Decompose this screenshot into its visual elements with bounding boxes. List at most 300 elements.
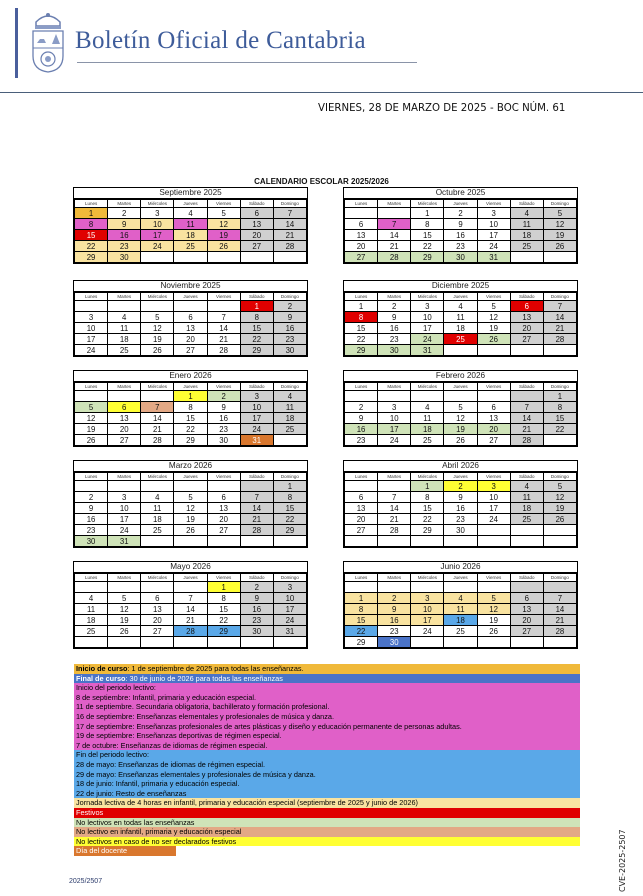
day-cell: 17 <box>75 334 108 345</box>
day-header: Viernes <box>477 473 510 481</box>
day-cell: 22 <box>345 626 378 637</box>
day-cell: 15 <box>75 230 108 241</box>
day-header: Lunes <box>345 293 378 301</box>
empty-cell <box>207 301 240 312</box>
day-cell: 12 <box>477 604 510 615</box>
empty-cell <box>477 637 510 648</box>
day-cell: 9 <box>444 492 477 503</box>
day-cell: 10 <box>273 593 306 604</box>
cve-code: CVE-2025-2507 <box>618 829 627 892</box>
day-cell: 18 <box>510 230 543 241</box>
month-calendar <box>73 460 308 548</box>
day-cell: 22 <box>345 334 378 345</box>
day-header: Miércoles <box>411 383 444 391</box>
day-cell: 4 <box>444 593 477 604</box>
day-cell: 10 <box>411 312 444 323</box>
day-cell: 29 <box>207 626 240 637</box>
day-cell: 2 <box>444 481 477 492</box>
legend-inicio-periodo-lectivo: Inicio del periodo lectivo: 8 de septiembre: Infantil, primaria y educación especial. 11 de septiembre. Secundaria obligatoria, bachillerato y formación profesional. 16 de septiembre: Enseñanzas elementales y profesionales de música y danza. 17 de septiembre: Enseñanzas profesionales de artes plásticas y diseño y educación permanente de personas adultas. 19 de septiembre: Enseñanzas deportivas de régimen especial. 7 de octubre: Enseñanzas de idiomas de régimen especial. <box>74 683 580 750</box>
day-cell: 7 <box>543 301 576 312</box>
empty-cell <box>240 481 273 492</box>
day-cell: 20 <box>240 230 273 241</box>
day-cell: 30 <box>378 637 411 648</box>
day-cell: 12 <box>174 503 207 514</box>
day-cell: 6 <box>477 402 510 413</box>
day-cell: 8 <box>207 593 240 604</box>
day-cell: 23 <box>345 435 378 446</box>
day-cell: 20 <box>141 615 174 626</box>
empty-cell <box>108 582 141 593</box>
empty-cell <box>174 582 207 593</box>
empty-cell <box>75 391 108 402</box>
day-cell: 5 <box>477 301 510 312</box>
day-cell: 6 <box>141 593 174 604</box>
day-cell: 29 <box>240 345 273 356</box>
empty-cell <box>174 637 207 648</box>
empty-cell <box>141 252 174 263</box>
empty-cell <box>141 481 174 492</box>
day-cell: 25 <box>510 514 543 525</box>
day-cell: 22 <box>75 241 108 252</box>
day-cell: 6 <box>345 219 378 230</box>
day-cell: 24 <box>411 334 444 345</box>
day-cell: 9 <box>207 402 240 413</box>
day-cell: 19 <box>543 503 576 514</box>
empty-cell <box>108 637 141 648</box>
empty-cell <box>510 525 543 536</box>
day-header: Martes <box>108 293 141 301</box>
empty-cell <box>240 252 273 263</box>
day-header: Miércoles <box>141 574 174 582</box>
day-cell: 7 <box>510 402 543 413</box>
day-cell: 12 <box>207 219 240 230</box>
empty-cell <box>477 536 510 547</box>
day-cell: 10 <box>477 492 510 503</box>
day-cell: 31 <box>240 435 273 446</box>
empty-cell <box>378 582 411 593</box>
day-cell: 11 <box>108 323 141 334</box>
day-cell: 8 <box>411 492 444 503</box>
empty-cell <box>510 391 543 402</box>
day-cell: 21 <box>273 230 306 241</box>
day-cell: 29 <box>273 525 306 536</box>
empty-cell <box>174 252 207 263</box>
day-header: Jueves <box>174 574 207 582</box>
day-cell: 31 <box>411 345 444 356</box>
empty-cell <box>411 391 444 402</box>
day-cell: 26 <box>174 525 207 536</box>
day-cell: 27 <box>141 626 174 637</box>
day-cell: 12 <box>543 492 576 503</box>
day-cell: 25 <box>444 626 477 637</box>
empty-cell <box>378 536 411 547</box>
day-header: Domingo <box>543 293 576 301</box>
day-cell: 27 <box>108 435 141 446</box>
day-cell: 16 <box>75 514 108 525</box>
day-cell: 19 <box>141 334 174 345</box>
month-name: Febrero 2026 <box>344 371 577 382</box>
day-cell: 14 <box>510 413 543 424</box>
day-cell: 16 <box>207 413 240 424</box>
day-cell: 23 <box>378 626 411 637</box>
issue-date-line: VIERNES, 28 DE MARZO DE 2025 - BOC NÚM. 61 <box>318 103 566 114</box>
day-cell: 20 <box>510 323 543 334</box>
day-cell: 30 <box>108 252 141 263</box>
day-cell: 3 <box>411 593 444 604</box>
day-cell: 1 <box>543 391 576 402</box>
empty-cell <box>543 252 576 263</box>
day-cell: 30 <box>240 626 273 637</box>
day-cell: 24 <box>378 435 411 446</box>
day-cell: 27 <box>345 525 378 536</box>
day-cell: 12 <box>477 312 510 323</box>
day-cell: 19 <box>174 514 207 525</box>
day-cell: 2 <box>444 208 477 219</box>
day-cell: 12 <box>141 323 174 334</box>
empty-cell <box>75 301 108 312</box>
month-calendar <box>343 460 578 548</box>
month-name: Noviembre 2025 <box>74 281 307 292</box>
day-cell: 16 <box>444 230 477 241</box>
day-cell: 2 <box>108 208 141 219</box>
day-header: Sábado <box>510 574 543 582</box>
day-cell: 17 <box>240 413 273 424</box>
empty-cell <box>444 582 477 593</box>
day-cell: 5 <box>75 402 108 413</box>
day-cell: 17 <box>273 604 306 615</box>
empty-cell <box>75 481 108 492</box>
day-cell: 2 <box>378 301 411 312</box>
empty-cell <box>141 301 174 312</box>
day-header: Miércoles <box>141 293 174 301</box>
day-cell: 7 <box>543 593 576 604</box>
day-cell: 11 <box>273 402 306 413</box>
day-cell: 3 <box>75 312 108 323</box>
empty-cell <box>477 525 510 536</box>
day-cell: 10 <box>477 219 510 230</box>
legend <box>74 664 580 856</box>
day-cell: 3 <box>378 402 411 413</box>
day-header: Martes <box>108 200 141 208</box>
day-cell: 23 <box>273 334 306 345</box>
day-cell: 13 <box>108 413 141 424</box>
day-header: Domingo <box>543 473 576 481</box>
day-cell: 28 <box>207 345 240 356</box>
day-cell: 29 <box>411 252 444 263</box>
empty-cell <box>510 252 543 263</box>
day-cell: 26 <box>477 626 510 637</box>
day-cell: 8 <box>345 312 378 323</box>
day-header: Lunes <box>345 200 378 208</box>
empty-cell <box>273 435 306 446</box>
day-header: Jueves <box>174 293 207 301</box>
day-cell: 21 <box>207 334 240 345</box>
empty-cell <box>477 345 510 356</box>
day-cell: 24 <box>240 424 273 435</box>
empty-cell <box>141 582 174 593</box>
day-cell: 15 <box>207 604 240 615</box>
day-cell: 6 <box>345 492 378 503</box>
day-cell: 27 <box>174 345 207 356</box>
day-cell: 9 <box>273 312 306 323</box>
day-cell: 20 <box>510 615 543 626</box>
empty-cell <box>108 481 141 492</box>
day-cell: 30 <box>207 435 240 446</box>
day-cell: 16 <box>345 424 378 435</box>
day-header: Sábado <box>510 293 543 301</box>
empty-cell <box>108 391 141 402</box>
day-cell: 17 <box>477 503 510 514</box>
day-cell: 17 <box>141 230 174 241</box>
day-cell: 2 <box>273 301 306 312</box>
day-cell: 13 <box>240 219 273 230</box>
day-cell: 14 <box>273 219 306 230</box>
day-header: Martes <box>378 473 411 481</box>
day-header: Lunes <box>345 383 378 391</box>
day-header: Lunes <box>345 574 378 582</box>
day-cell: 14 <box>207 323 240 334</box>
day-cell: 1 <box>75 208 108 219</box>
day-cell: 28 <box>240 525 273 536</box>
day-cell: 15 <box>345 323 378 334</box>
day-cell: 24 <box>477 241 510 252</box>
day-cell: 16 <box>108 230 141 241</box>
empty-cell <box>378 391 411 402</box>
day-cell: 10 <box>378 413 411 424</box>
day-header: Viernes <box>477 200 510 208</box>
empty-cell <box>207 252 240 263</box>
empty-cell <box>345 582 378 593</box>
empty-cell <box>411 582 444 593</box>
day-header: Domingo <box>273 293 306 301</box>
day-cell: 27 <box>345 252 378 263</box>
day-cell: 20 <box>174 334 207 345</box>
day-cell: 7 <box>141 402 174 413</box>
day-cell: 13 <box>510 604 543 615</box>
day-cell: 3 <box>411 301 444 312</box>
day-header: Martes <box>108 473 141 481</box>
empty-cell <box>510 637 543 648</box>
day-cell: 1 <box>207 582 240 593</box>
day-cell: 7 <box>240 492 273 503</box>
day-cell: 11 <box>444 312 477 323</box>
day-cell: 12 <box>543 219 576 230</box>
empty-cell <box>411 637 444 648</box>
day-cell: 27 <box>477 435 510 446</box>
day-header: Miércoles <box>411 574 444 582</box>
day-cell: 5 <box>108 593 141 604</box>
empty-cell <box>207 637 240 648</box>
empty-cell <box>174 481 207 492</box>
day-header: Jueves <box>444 574 477 582</box>
day-header: Lunes <box>345 473 378 481</box>
day-cell: 6 <box>240 208 273 219</box>
day-header: Martes <box>378 574 411 582</box>
day-cell: 9 <box>444 219 477 230</box>
day-cell: 30 <box>444 525 477 536</box>
empty-cell <box>240 536 273 547</box>
legend-no-lectivo-infantil: No lectivo en infantil, primaria y educación especial <box>74 827 580 837</box>
day-cell: 1 <box>273 481 306 492</box>
day-cell: 15 <box>543 413 576 424</box>
empty-cell <box>207 536 240 547</box>
day-cell: 26 <box>543 241 576 252</box>
day-cell: 3 <box>141 208 174 219</box>
empty-cell <box>141 637 174 648</box>
day-cell: 21 <box>141 424 174 435</box>
empty-cell <box>444 391 477 402</box>
day-cell: 23 <box>240 615 273 626</box>
day-cell: 21 <box>510 424 543 435</box>
empty-cell <box>141 391 174 402</box>
day-cell: 29 <box>174 435 207 446</box>
day-cell: 23 <box>75 525 108 536</box>
day-cell: 16 <box>378 615 411 626</box>
day-header: Sábado <box>240 383 273 391</box>
day-cell: 29 <box>75 252 108 263</box>
day-cell: 23 <box>108 241 141 252</box>
day-cell: 11 <box>141 503 174 514</box>
day-cell: 28 <box>543 626 576 637</box>
month-calendar <box>343 370 578 447</box>
day-cell: 24 <box>141 241 174 252</box>
empty-cell <box>510 536 543 547</box>
day-header: Sábado <box>240 574 273 582</box>
day-cell: 26 <box>75 435 108 446</box>
day-cell: 10 <box>141 219 174 230</box>
day-header: Sábado <box>240 200 273 208</box>
day-cell: 28 <box>378 252 411 263</box>
day-cell: 12 <box>444 413 477 424</box>
day-cell: 19 <box>108 615 141 626</box>
day-cell: 26 <box>108 626 141 637</box>
day-header: Sábado <box>240 293 273 301</box>
empty-cell <box>174 536 207 547</box>
day-cell: 27 <box>240 241 273 252</box>
day-cell: 25 <box>510 241 543 252</box>
day-cell: 4 <box>444 301 477 312</box>
day-cell: 3 <box>477 208 510 219</box>
day-header: Domingo <box>273 383 306 391</box>
empty-cell <box>543 637 576 648</box>
day-cell: 22 <box>411 514 444 525</box>
day-cell: 12 <box>75 413 108 424</box>
day-cell: 21 <box>240 514 273 525</box>
empty-cell <box>444 345 477 356</box>
header-accent-bar <box>15 8 18 78</box>
day-cell: 26 <box>444 435 477 446</box>
day-cell: 25 <box>444 334 477 345</box>
day-header: Martes <box>378 293 411 301</box>
day-cell: 5 <box>444 402 477 413</box>
day-cell: 28 <box>174 626 207 637</box>
day-cell: 24 <box>273 615 306 626</box>
day-cell: 19 <box>207 230 240 241</box>
day-header: Jueves <box>174 200 207 208</box>
day-header: Domingo <box>273 200 306 208</box>
day-header: Martes <box>108 574 141 582</box>
day-header: Jueves <box>174 473 207 481</box>
legend-festivos: Festivos <box>74 808 580 818</box>
day-cell: 22 <box>207 615 240 626</box>
day-cell: 8 <box>240 312 273 323</box>
day-cell: 31 <box>477 252 510 263</box>
month-calendar <box>73 370 308 447</box>
empty-cell <box>378 481 411 492</box>
day-header: Miércoles <box>411 293 444 301</box>
day-cell: 4 <box>510 208 543 219</box>
day-cell: 27 <box>510 334 543 345</box>
day-cell: 3 <box>108 492 141 503</box>
header-divider <box>0 92 643 93</box>
day-cell: 18 <box>108 334 141 345</box>
day-header: Lunes <box>75 473 108 481</box>
day-cell: 19 <box>477 615 510 626</box>
day-cell: 6 <box>510 593 543 604</box>
day-cell: 21 <box>378 241 411 252</box>
day-cell: 8 <box>345 604 378 615</box>
day-header: Domingo <box>543 383 576 391</box>
day-cell: 13 <box>207 503 240 514</box>
empty-cell <box>411 536 444 547</box>
day-cell: 24 <box>411 626 444 637</box>
day-header: Viernes <box>207 293 240 301</box>
day-cell: 24 <box>477 514 510 525</box>
day-cell: 4 <box>273 391 306 402</box>
day-cell: 25 <box>75 626 108 637</box>
day-header: Domingo <box>273 473 306 481</box>
day-cell: 17 <box>378 424 411 435</box>
day-cell: 18 <box>510 503 543 514</box>
day-cell: 11 <box>444 604 477 615</box>
day-cell: 27 <box>510 626 543 637</box>
month-calendar <box>73 280 308 357</box>
day-cell: 22 <box>543 424 576 435</box>
day-header: Lunes <box>75 293 108 301</box>
day-header: Viernes <box>207 473 240 481</box>
day-cell: 8 <box>543 402 576 413</box>
day-cell: 20 <box>108 424 141 435</box>
day-cell: 11 <box>75 604 108 615</box>
day-cell: 13 <box>510 312 543 323</box>
day-cell: 5 <box>174 492 207 503</box>
day-cell: 11 <box>174 219 207 230</box>
empty-cell <box>345 208 378 219</box>
day-cell: 20 <box>477 424 510 435</box>
day-cell: 20 <box>345 514 378 525</box>
day-cell: 21 <box>174 615 207 626</box>
day-header: Jueves <box>444 200 477 208</box>
day-cell: 12 <box>108 604 141 615</box>
empty-cell <box>543 525 576 536</box>
day-cell: 8 <box>75 219 108 230</box>
empty-cell <box>444 536 477 547</box>
day-cell: 5 <box>543 481 576 492</box>
empty-cell <box>174 301 207 312</box>
day-cell: 23 <box>207 424 240 435</box>
day-header: Domingo <box>543 200 576 208</box>
day-cell: 10 <box>411 604 444 615</box>
month-name: Junio 2026 <box>344 562 577 573</box>
day-cell: 24 <box>108 525 141 536</box>
legend-dia-docente: Día del docente <box>74 846 176 856</box>
day-header: Sábado <box>510 383 543 391</box>
legend-no-lectivos-no-festivos: No lectivos en caso de no ser declarados festivos <box>74 837 580 847</box>
empty-cell <box>510 582 543 593</box>
day-cell: 28 <box>543 334 576 345</box>
day-cell: 28 <box>141 435 174 446</box>
empty-cell <box>543 536 576 547</box>
